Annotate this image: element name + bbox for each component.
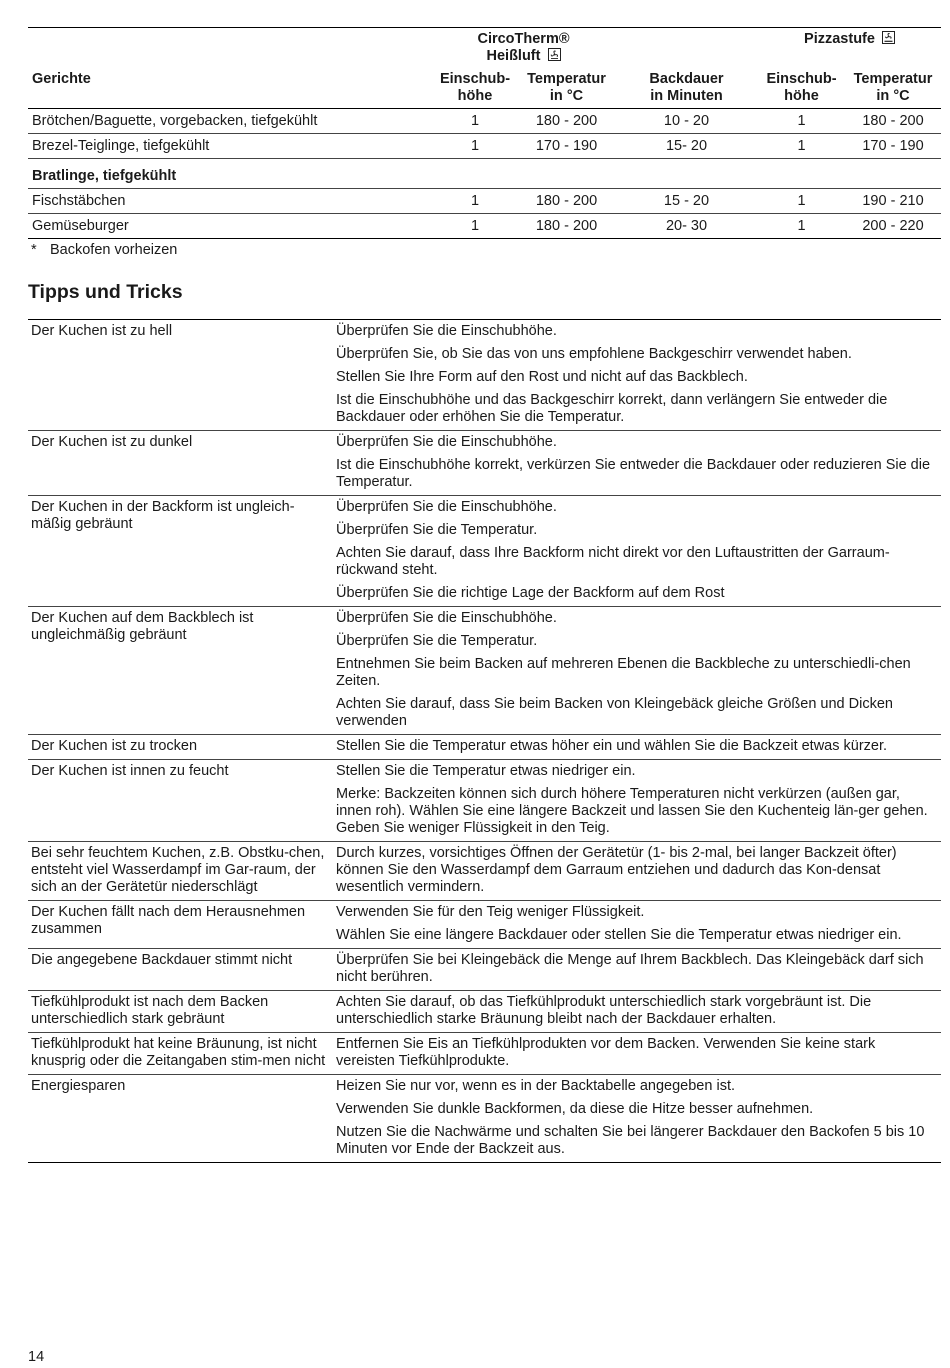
duration: 10 - 20 xyxy=(615,109,758,134)
baking-table-group-header xyxy=(28,28,941,72)
remedy-text: Überprüfen Sie die Einschubhöhe. xyxy=(336,434,557,450)
baking-table-column-header xyxy=(28,71,941,109)
table-row xyxy=(28,431,941,496)
hot-air-fan-icon xyxy=(548,48,561,61)
remedy-text: Überprüfen Sie, ob Sie das von uns empfohlene Backgeschirr verwendet haben. xyxy=(336,346,852,362)
level-pizza: 1 xyxy=(758,109,845,134)
problem-text: Tiefkühlprodukt ist nach dem Backen unterschiedlich stark gebräunt xyxy=(28,991,333,1033)
problem-text: Der Kuchen ist innen zu feucht xyxy=(28,760,333,842)
table-row xyxy=(28,991,941,1033)
problem-text: Der Kuchen ist zu trocken xyxy=(28,735,333,760)
table-row xyxy=(28,949,941,991)
dish-name: Fischstäbchen xyxy=(28,189,432,214)
tips-table xyxy=(28,319,941,1163)
remedy-text: Nutzen Sie die Nachwärme und schalten Sie bei längerer Backdauer den Backofen 5 bis 10 Minuten vor Ende der Backzeit aus. xyxy=(336,1124,925,1157)
remedy-cell xyxy=(333,320,941,431)
remedy-cell xyxy=(333,1033,941,1075)
remedy-cell xyxy=(333,1075,941,1163)
remedy-cell xyxy=(333,760,941,842)
remedy-text: Verwenden Sie dunkle Backformen, da diese die Hitze besser aufnehmen. xyxy=(336,1101,814,1117)
table-row xyxy=(28,760,941,842)
table-group-row xyxy=(28,159,941,189)
temperature-pizza: 190 - 210 xyxy=(845,189,941,214)
remedy-text: Ist die Einschubhöhe und das Backgeschirr korrekt, dann verlängern Sie entweder die Backdauer oder erhöhen Sie die Temperatur. xyxy=(336,392,888,425)
remedy-text: Verwenden Sie für den Teig weniger Flüssigkeit. xyxy=(336,904,645,920)
temperature: 180 - 200 xyxy=(518,109,615,134)
level: 1 xyxy=(432,109,518,134)
remedy-cell xyxy=(333,949,941,991)
col-level-pizza: Einschub- höhe xyxy=(758,71,845,109)
problem-text: Der Kuchen ist zu hell xyxy=(28,320,333,431)
remedy-cell xyxy=(333,496,941,607)
level-pizza: 1 xyxy=(758,189,845,214)
group-heading: Bratlinge, tiefgekühlt xyxy=(28,159,941,189)
level-pizza: 1 xyxy=(758,134,845,159)
remedy-text: Achten Sie darauf, ob das Tiefkühlprodukt unterschiedlich stark vorgebräunt ist. Die unterschiedlich starke Bräunung bleibt nach der Backdauer erhalten. xyxy=(336,994,872,1027)
remedy-text: Merke: Backzeiten können sich durch höhere Temperaturen nicht verkürzen (außen gar, innen roh). Wählen Sie eine längere Backzeit und lassen Sie den Kuchenteig län-ger gehen. Geben Sie weniger Flüssigkeit in den Teig. xyxy=(336,786,928,836)
temperature: 170 - 190 xyxy=(518,134,615,159)
remedy-cell xyxy=(333,901,941,949)
temperature-pizza: 170 - 190 xyxy=(845,134,941,159)
problem-text: Der Kuchen in der Backform ist ungleich-mäßig gebräunt xyxy=(28,496,333,607)
table-row xyxy=(28,1033,941,1075)
table-row xyxy=(28,901,941,949)
table-row xyxy=(28,842,941,901)
table-row xyxy=(28,607,941,735)
baking-table xyxy=(28,27,941,239)
dish-name: Brezel-Teiglinge, tiefgekühlt xyxy=(28,134,432,159)
duration: 15- 20 xyxy=(615,134,758,159)
level: 1 xyxy=(432,214,518,239)
remedy-text: Durch kurzes, vorsichtiges Öffnen der Gerätetür (1- bis 2-mal, bei langer Backzeit öfter) können Sie den Wasserdampf dem Garraum entziehen und dadurch das Kon-densat wesentlich vermindern. xyxy=(336,845,897,895)
col-duration: Backdauer in Minuten xyxy=(615,71,758,109)
remedy-text: Heizen Sie nur vor, wenn es in der Backtabelle angegeben ist. xyxy=(336,1078,735,1094)
problem-text: Der Kuchen fällt nach dem Herausnehmen zusammen xyxy=(28,901,333,949)
dish-name: Gemüseburger xyxy=(28,214,432,239)
table-row xyxy=(28,735,941,760)
table-row xyxy=(28,320,941,431)
level: 1 xyxy=(432,189,518,214)
table-row xyxy=(28,214,941,239)
temperature: 180 - 200 xyxy=(518,214,615,239)
problem-text: Energiesparen xyxy=(28,1075,333,1163)
remedy-text: Überprüfen Sie die Einschubhöhe. xyxy=(336,323,557,339)
remedy-text: Überprüfen Sie die Temperatur. xyxy=(336,522,538,538)
remedy-text: Stellen Sie die Temperatur etwas niedriger ein. xyxy=(336,763,636,779)
duration: 20- 30 xyxy=(615,214,758,239)
table-row xyxy=(28,189,941,214)
remedy-text: Wählen Sie eine längere Backdauer oder stellen Sie die Temperatur etwas niedriger ein. xyxy=(336,927,902,943)
pizza-setting-icon xyxy=(882,31,895,44)
problem-text: Tiefkühlprodukt hat keine Bräunung, ist nicht knusprig oder die Zeitangaben stim-men nicht xyxy=(28,1033,333,1075)
col-temp: Temperatur in °C xyxy=(518,71,615,109)
duration: 15 - 20 xyxy=(615,189,758,214)
remedy-text: Stellen Sie Ihre Form auf den Rost und nicht auf das Backblech. xyxy=(336,369,748,385)
remedy-text: Überprüfen Sie die Temperatur. xyxy=(336,633,538,649)
temperature: 180 - 200 xyxy=(518,189,615,214)
remedy-cell xyxy=(333,735,941,760)
temperature-pizza: 180 - 200 xyxy=(845,109,941,134)
remedy-cell xyxy=(333,842,941,901)
problem-text: Der Kuchen auf dem Backblech ist ungleichmäßig gebräunt xyxy=(28,607,333,735)
circotherm-subtitle: Heißluft xyxy=(486,48,541,64)
circotherm-title: CircoTherm® xyxy=(477,31,570,47)
problem-text: Die angegebene Backdauer stimmt nicht xyxy=(28,949,333,991)
problem-text: Der Kuchen ist zu dunkel xyxy=(28,431,333,496)
remedy-text: Überprüfen Sie die richtige Lage der Backform auf dem Rost xyxy=(336,585,725,601)
remedy-text: Achten Sie darauf, dass Ihre Backform nicht direkt vor den Luftaustritten der Garraum-rückwand steht. xyxy=(336,545,890,578)
remedy-cell xyxy=(333,991,941,1033)
level-pizza: 1 xyxy=(758,214,845,239)
footnote xyxy=(28,242,941,259)
footnote-text: Backofen vorheizen xyxy=(50,242,178,258)
remedy-cell xyxy=(333,431,941,496)
remedy-text: Überprüfen Sie die Einschubhöhe. xyxy=(336,499,557,515)
pizza-group-header xyxy=(758,28,941,72)
page-content xyxy=(28,27,941,1163)
col-level: Einschub- höhe xyxy=(432,71,518,109)
section-title: Tipps und Tricks xyxy=(28,281,183,303)
remedy-text: Achten Sie darauf, dass Sie beim Backen von Kleingebäck gleiche Größen und Dicken verwenden xyxy=(336,696,893,729)
page-number: 14 xyxy=(28,1349,45,1365)
table-row xyxy=(28,496,941,607)
remedy-text: Entnehmen Sie beim Backen auf mehreren Ebenen die Backbleche zu unterschiedli-chen Zeiten. xyxy=(336,656,911,689)
col-temp-pizza: Temperatur in °C xyxy=(845,71,941,109)
footnote-marker: * xyxy=(31,242,37,258)
remedy-text: Entfernen Sie Eis an Tiefkühlprodukten vor dem Backen. Verwenden Sie keine stark vereisten Tiefkühlprodukte. xyxy=(336,1036,876,1069)
col-dish: Gerichte xyxy=(28,71,432,109)
table-row xyxy=(28,109,941,134)
remedy-text: Ist die Einschubhöhe korrekt, verkürzen Sie entweder die Backdauer oder reduzieren Sie die Temperatur. xyxy=(336,457,931,490)
remedy-text: Überprüfen Sie bei Kleingebäck die Menge auf Ihrem Backblech. Das Kleingebäck darf sich nicht berühren. xyxy=(336,952,924,985)
pizza-title: Pizzastufe xyxy=(804,31,875,47)
level: 1 xyxy=(432,134,518,159)
dish-name: Brötchen/Baguette, vorgebacken, tiefgekühlt xyxy=(28,109,432,134)
remedy-text: Überprüfen Sie die Einschubhöhe. xyxy=(336,610,557,626)
table-row xyxy=(28,1075,941,1163)
remedy-cell xyxy=(333,607,941,735)
circotherm-group-header xyxy=(432,28,615,72)
temperature-pizza: 200 - 220 xyxy=(845,214,941,239)
table-row xyxy=(28,134,941,159)
problem-text: Bei sehr feuchtem Kuchen, z.B. Obstku-chen, entsteht viel Wasserdampf im Gar-raum, der sich an der Gerätetür niederschlägt xyxy=(28,842,333,901)
remedy-text: Stellen Sie die Temperatur etwas höher ein und wählen Sie die Backzeit etwas kürzer. xyxy=(336,738,888,754)
